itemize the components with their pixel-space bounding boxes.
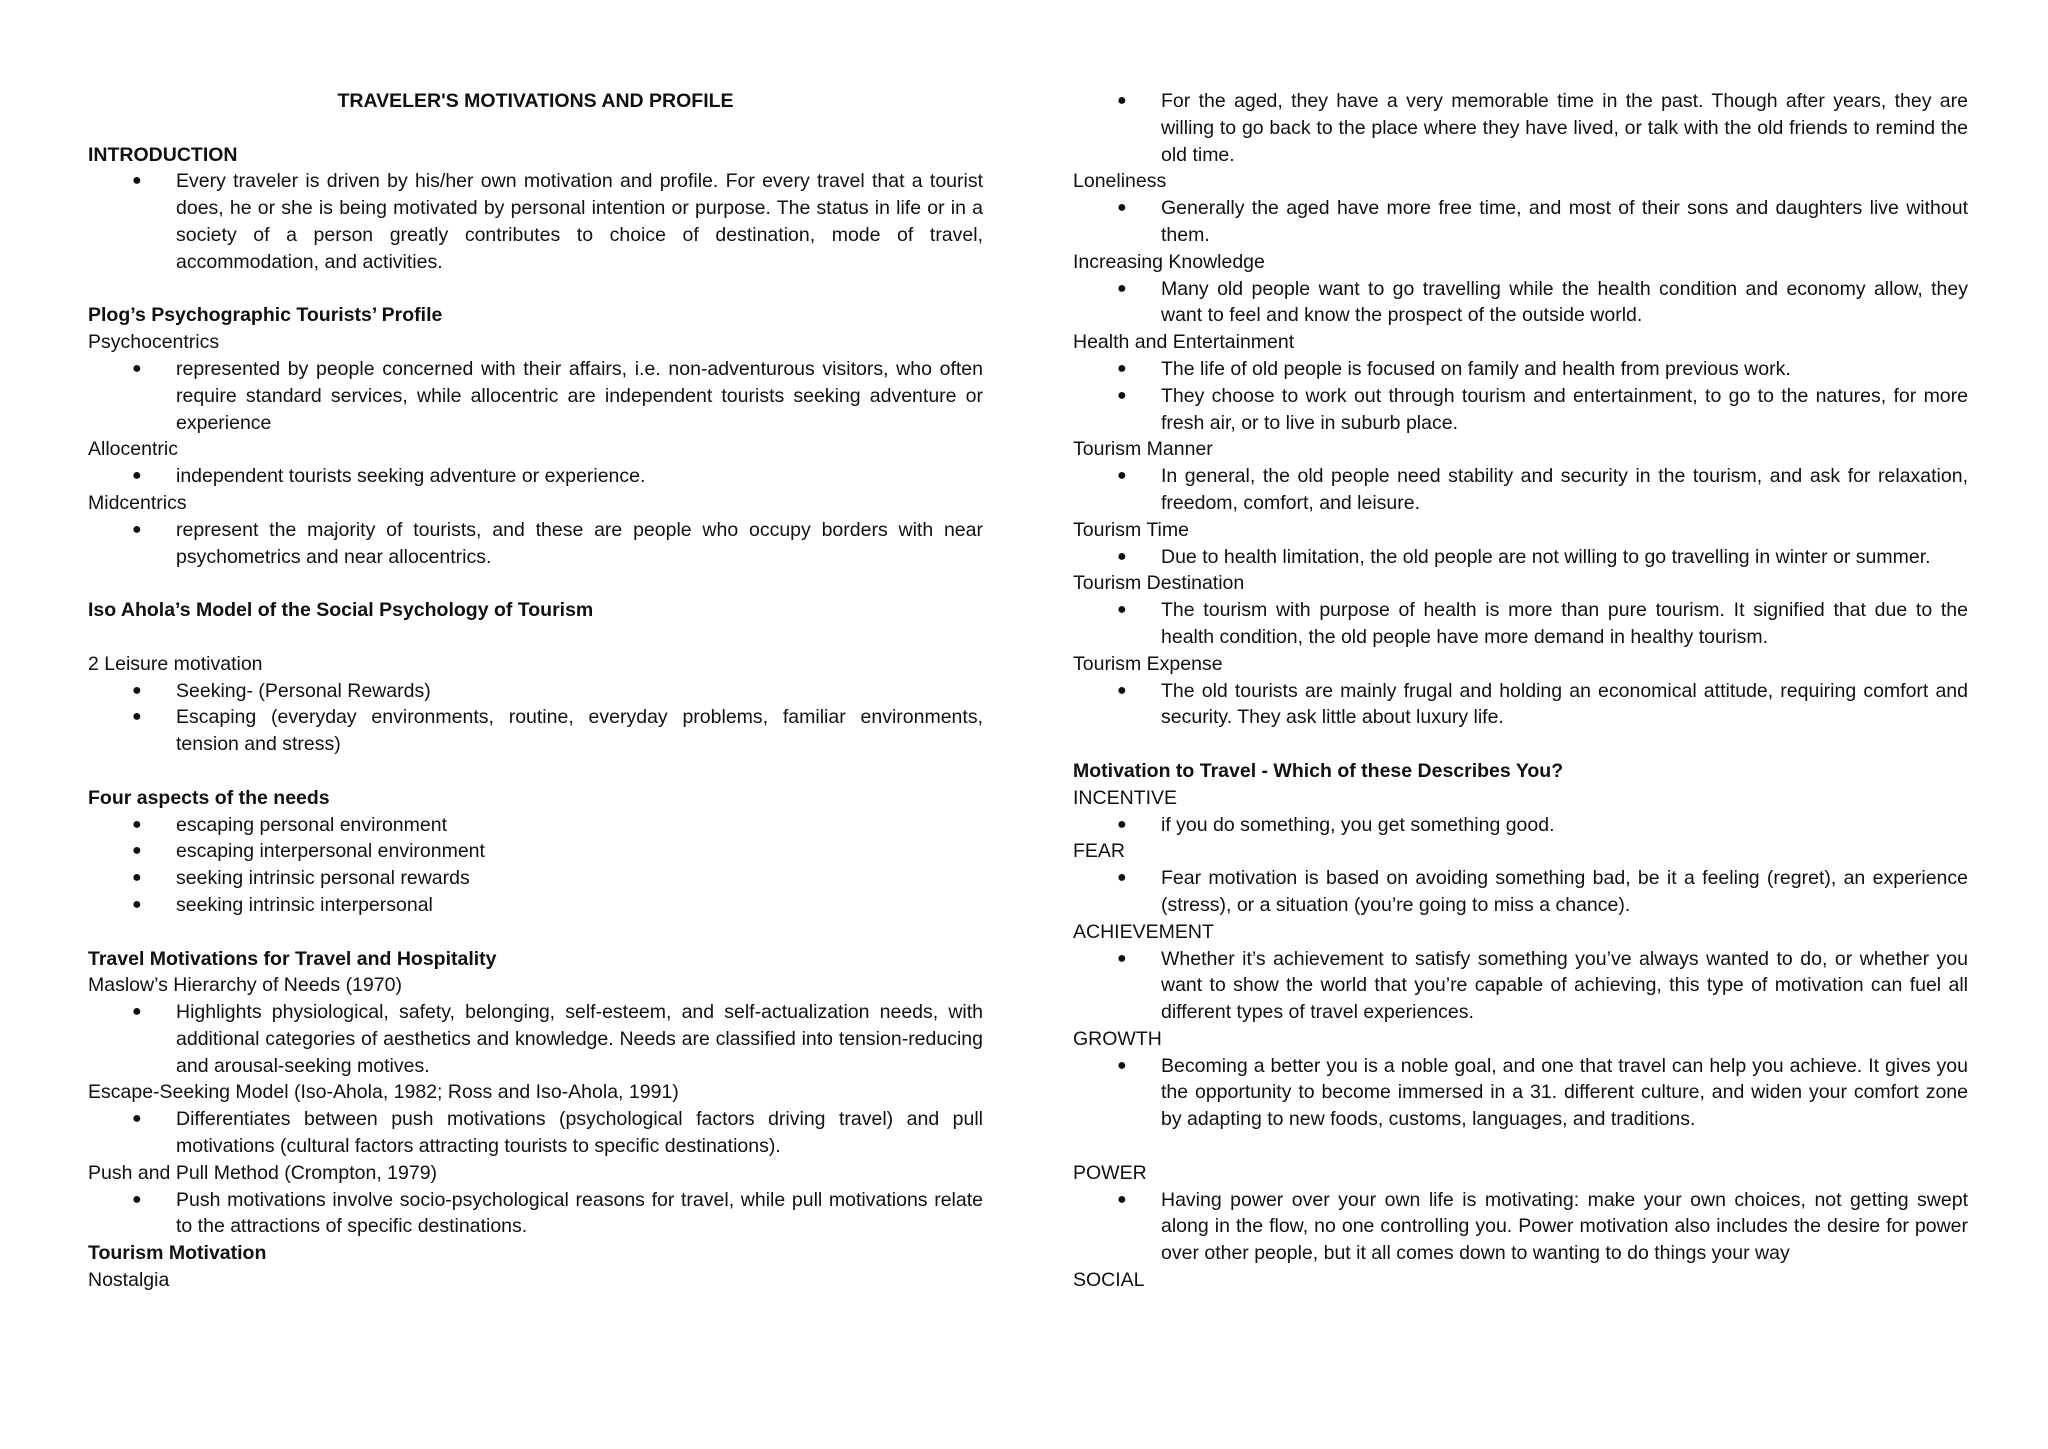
nostalgia-label: Nostalgia [88,1269,170,1292]
health-label: Health and Entertainment [1073,331,1295,354]
allocentric-label: Allocentric [88,438,178,461]
time-label: Tourism Time [1073,518,1189,541]
achievement-list [1073,946,1968,1026]
bullet-icon: ● [1117,359,1127,377]
escape-seeking-label: Escape-Seeking Model (Iso-Ahola, 1982; Ross and Iso-Ahola, 1991) [88,1081,679,1104]
plog-heading: Plog’s Psychographic Tourists’ Profile [88,304,443,327]
list-item: ● Push motivations involve socio-psychological reasons for travel, while pull motivations relate to the attractions of specific destinations. [132,1188,983,1238]
introduction-list [88,168,983,275]
leisure-motivation-label: 2 Leisure motivation [88,652,263,675]
loneliness-label: Loneliness [1073,170,1167,193]
four-aspects-list [88,812,983,919]
power-list [1073,1187,1968,1267]
left-column [88,88,983,1294]
motivation-to-travel-heading: Motivation to Travel - Which of these Describes You? [1073,759,1564,782]
growth-list [1073,1053,1968,1133]
list-item: ● Generally the aged have more free time, and most of their sons and daughters live without them. [1117,197,1968,246]
allocentric-list [88,463,983,490]
health-list [1073,356,1968,436]
bullet-icon: ● [1117,92,1127,109]
list-item: ● Having power over your own life is motivating: make your own choices, not getting swept along in the flow, no one controlling you. Power motivation also includes the desire for power over other people, but it all comes down to wanting to do things your way [1117,1188,1968,1265]
growth-label: GROWTH [1073,1027,1162,1050]
psychocentrics-list [88,356,983,436]
list-item: ● seeking intrinsic interpersonal [88,892,983,919]
bullet-icon: ● [1117,386,1127,404]
incentive-label: INCENTIVE [1073,786,1178,809]
bullet-icon: ● [132,520,142,538]
midcentrics-label: Midcentrics [88,491,187,514]
destination-list [1073,597,1968,651]
loneliness-list [1073,195,1968,249]
list-item: ● escaping personal environment [88,812,983,839]
incentive-list [1073,812,1968,839]
list-item: ● The old tourists are mainly frugal and holding an economical attitude, requiring comfort and security. They ask little about luxury life. [1117,679,1968,729]
bullet-icon: ● [132,681,142,699]
bullet-icon: ● [132,359,142,377]
list-item: ● Every traveler is driven by his/her own motivation and profile. For every travel that a tourist does, he or she is being motivated by personal intention or purpose. The status in life or in a society of a person greatly contributes to choice of destination, mode of travel, accommodation, and activities. [132,170,983,273]
list-item: ● Seeking- (Personal Rewards) [88,678,983,705]
escape-seeking-list [88,1106,983,1160]
maslow-label: Maslow’s Hierarchy of Needs (1970) [88,974,402,997]
manner-list [1073,463,1968,517]
list-item: ● Becoming a better you is a noble goal, and one that travel can help you achieve. It gives you the opportunity to become immersed in a 31. different culture, and widen your comfort zone by adapting to new foods, customs, languages, and traditions. [1117,1054,1968,1131]
list-item: ● Escaping (everyday environments, routine, everyday problems, familiar environments, tension and stress) [132,706,983,756]
bullet-icon: ● [1117,279,1127,297]
time-list [1073,544,1968,571]
maslow-list [88,999,983,1079]
fear-list [1073,865,1968,919]
push-pull-list [88,1187,983,1241]
list-item: ● Fear motivation is based on avoiding something bad, be it a feeling (regret), an experience (stress), or a situation (you’re going to miss a chance). [1117,867,1968,916]
leisure-list [88,678,983,758]
list-item: ● Whether it’s achievement to satisfy something you’ve always wanted to do, or whether you want to show the world that you’re capable of achieving, this type of motivation can fuel all different types of travel experiences. [1117,947,1968,1024]
introduction-heading: INTRODUCTION [88,143,238,166]
bullet-icon: ● [1117,869,1127,887]
list-item: ● if you do something, you get something good. [1073,812,1968,839]
bullet-icon: ● [132,172,142,190]
destination-label: Tourism Destination [1073,572,1245,595]
nostalgia-list [1073,88,1968,168]
knowledge-list [1073,276,1968,330]
social-label: SOCIAL [1073,1269,1145,1292]
push-pull-label: Push and Pull Method (Crompton, 1979) [88,1161,438,1184]
psychocentrics-label: Psychocentrics [88,331,220,354]
list-item: ● Differentiates between push motivations (psychological factors driving travel) and pull motivations (cultural factors attracting tourists to specific destinations). [132,1108,983,1158]
bullet-icon: ● [132,1190,142,1208]
list-item: ● represent the majority of tourists, and these are people who occupy borders with near psychometrics and near allocentrics. [132,518,983,568]
document-title: TRAVELER'S MOTIVATIONS AND PROFILE [337,90,734,112]
bullet-icon: ● [132,815,142,833]
bullet-icon: ● [1117,815,1127,833]
expense-label: Tourism Expense [1073,652,1223,675]
achievement-label: ACHIEVEMENT [1073,920,1214,943]
list-item: ● Highlights physiological, safety, belonging, self-esteem, and self-actualization needs, with additional categories of aesthetics and knowledge. Needs are classified into tension-reducing and arousal-seeking motives. [132,1001,983,1077]
midcentrics-list [88,517,983,571]
travel-motivations-heading: Travel Motivations for Travel and Hospitality [88,947,497,970]
right-column [1073,88,1968,1294]
bullet-icon: ● [1117,1056,1127,1074]
bullet-icon: ● [132,869,142,887]
fear-label: FEAR [1073,840,1126,863]
list-item: ● The tourism with purpose of health is more than pure tourism. It signified that due to the health condition, the old people have more demand in healthy tourism. [1117,599,1968,648]
list-item: ● Due to health limitation, the old people are not willing to go travelling in winter or summer. [1073,544,1968,571]
list-item: ● They choose to work out through tourism and entertainment, to go to the natures, for more fresh air, or to live in suburb place. [1117,384,1968,434]
power-label: POWER [1073,1161,1147,1184]
bullet-icon: ● [1117,681,1127,699]
four-aspects-heading: Four aspects of the needs [88,786,330,809]
list-item: ● Many old people want to go travelling while the health condition and economy allow, they want to feel and know the prospect of the outside world. [1117,277,1968,327]
bullet-icon: ● [1117,547,1127,565]
expense-list [1073,678,1968,732]
list-item: ● For the aged, they have a very memorable time in the past. Though after years, they are willing to go back to the place where they have lived, or talk with the old friends to remind the old time. [1117,90,1968,166]
bullet-icon: ● [132,467,142,485]
bullet-icon: ● [132,842,142,860]
knowledge-label: Increasing Knowledge [1073,250,1265,273]
bullet-icon: ● [1117,601,1127,619]
bullet-icon: ● [1117,1190,1127,1208]
bullet-icon: ● [1117,467,1127,485]
list-item: ● The life of old people is focused on family and health from previous work. [1073,356,1968,383]
manner-label: Tourism Manner [1073,438,1213,461]
tourism-motivation-heading: Tourism Motivation [88,1242,267,1265]
list-item: ● independent tourists seeking adventure or experience. [88,463,983,490]
bullet-icon: ● [1117,199,1127,217]
bullet-icon: ● [132,895,142,913]
bullet-icon: ● [132,1110,142,1128]
iso-ahola-heading: Iso Ahola’s Model of the Social Psychology of Tourism [88,599,594,622]
list-item: ● In general, the old people need stability and security in the tourism, and ask for relaxation, freedom, comfort, and leisure. [1117,465,1968,514]
list-item: ● escaping interpersonal environment [88,838,983,865]
bullet-icon: ● [132,708,142,726]
list-item: ● represented by people concerned with their affairs, i.e. non-adventurous visitors, who often require standard services, while allocentric are independent tourists seeking adventure or experience [132,357,983,434]
bullet-icon: ● [1117,949,1127,967]
bullet-icon: ● [132,1003,142,1021]
list-item: ● seeking intrinsic personal rewards [88,865,983,892]
